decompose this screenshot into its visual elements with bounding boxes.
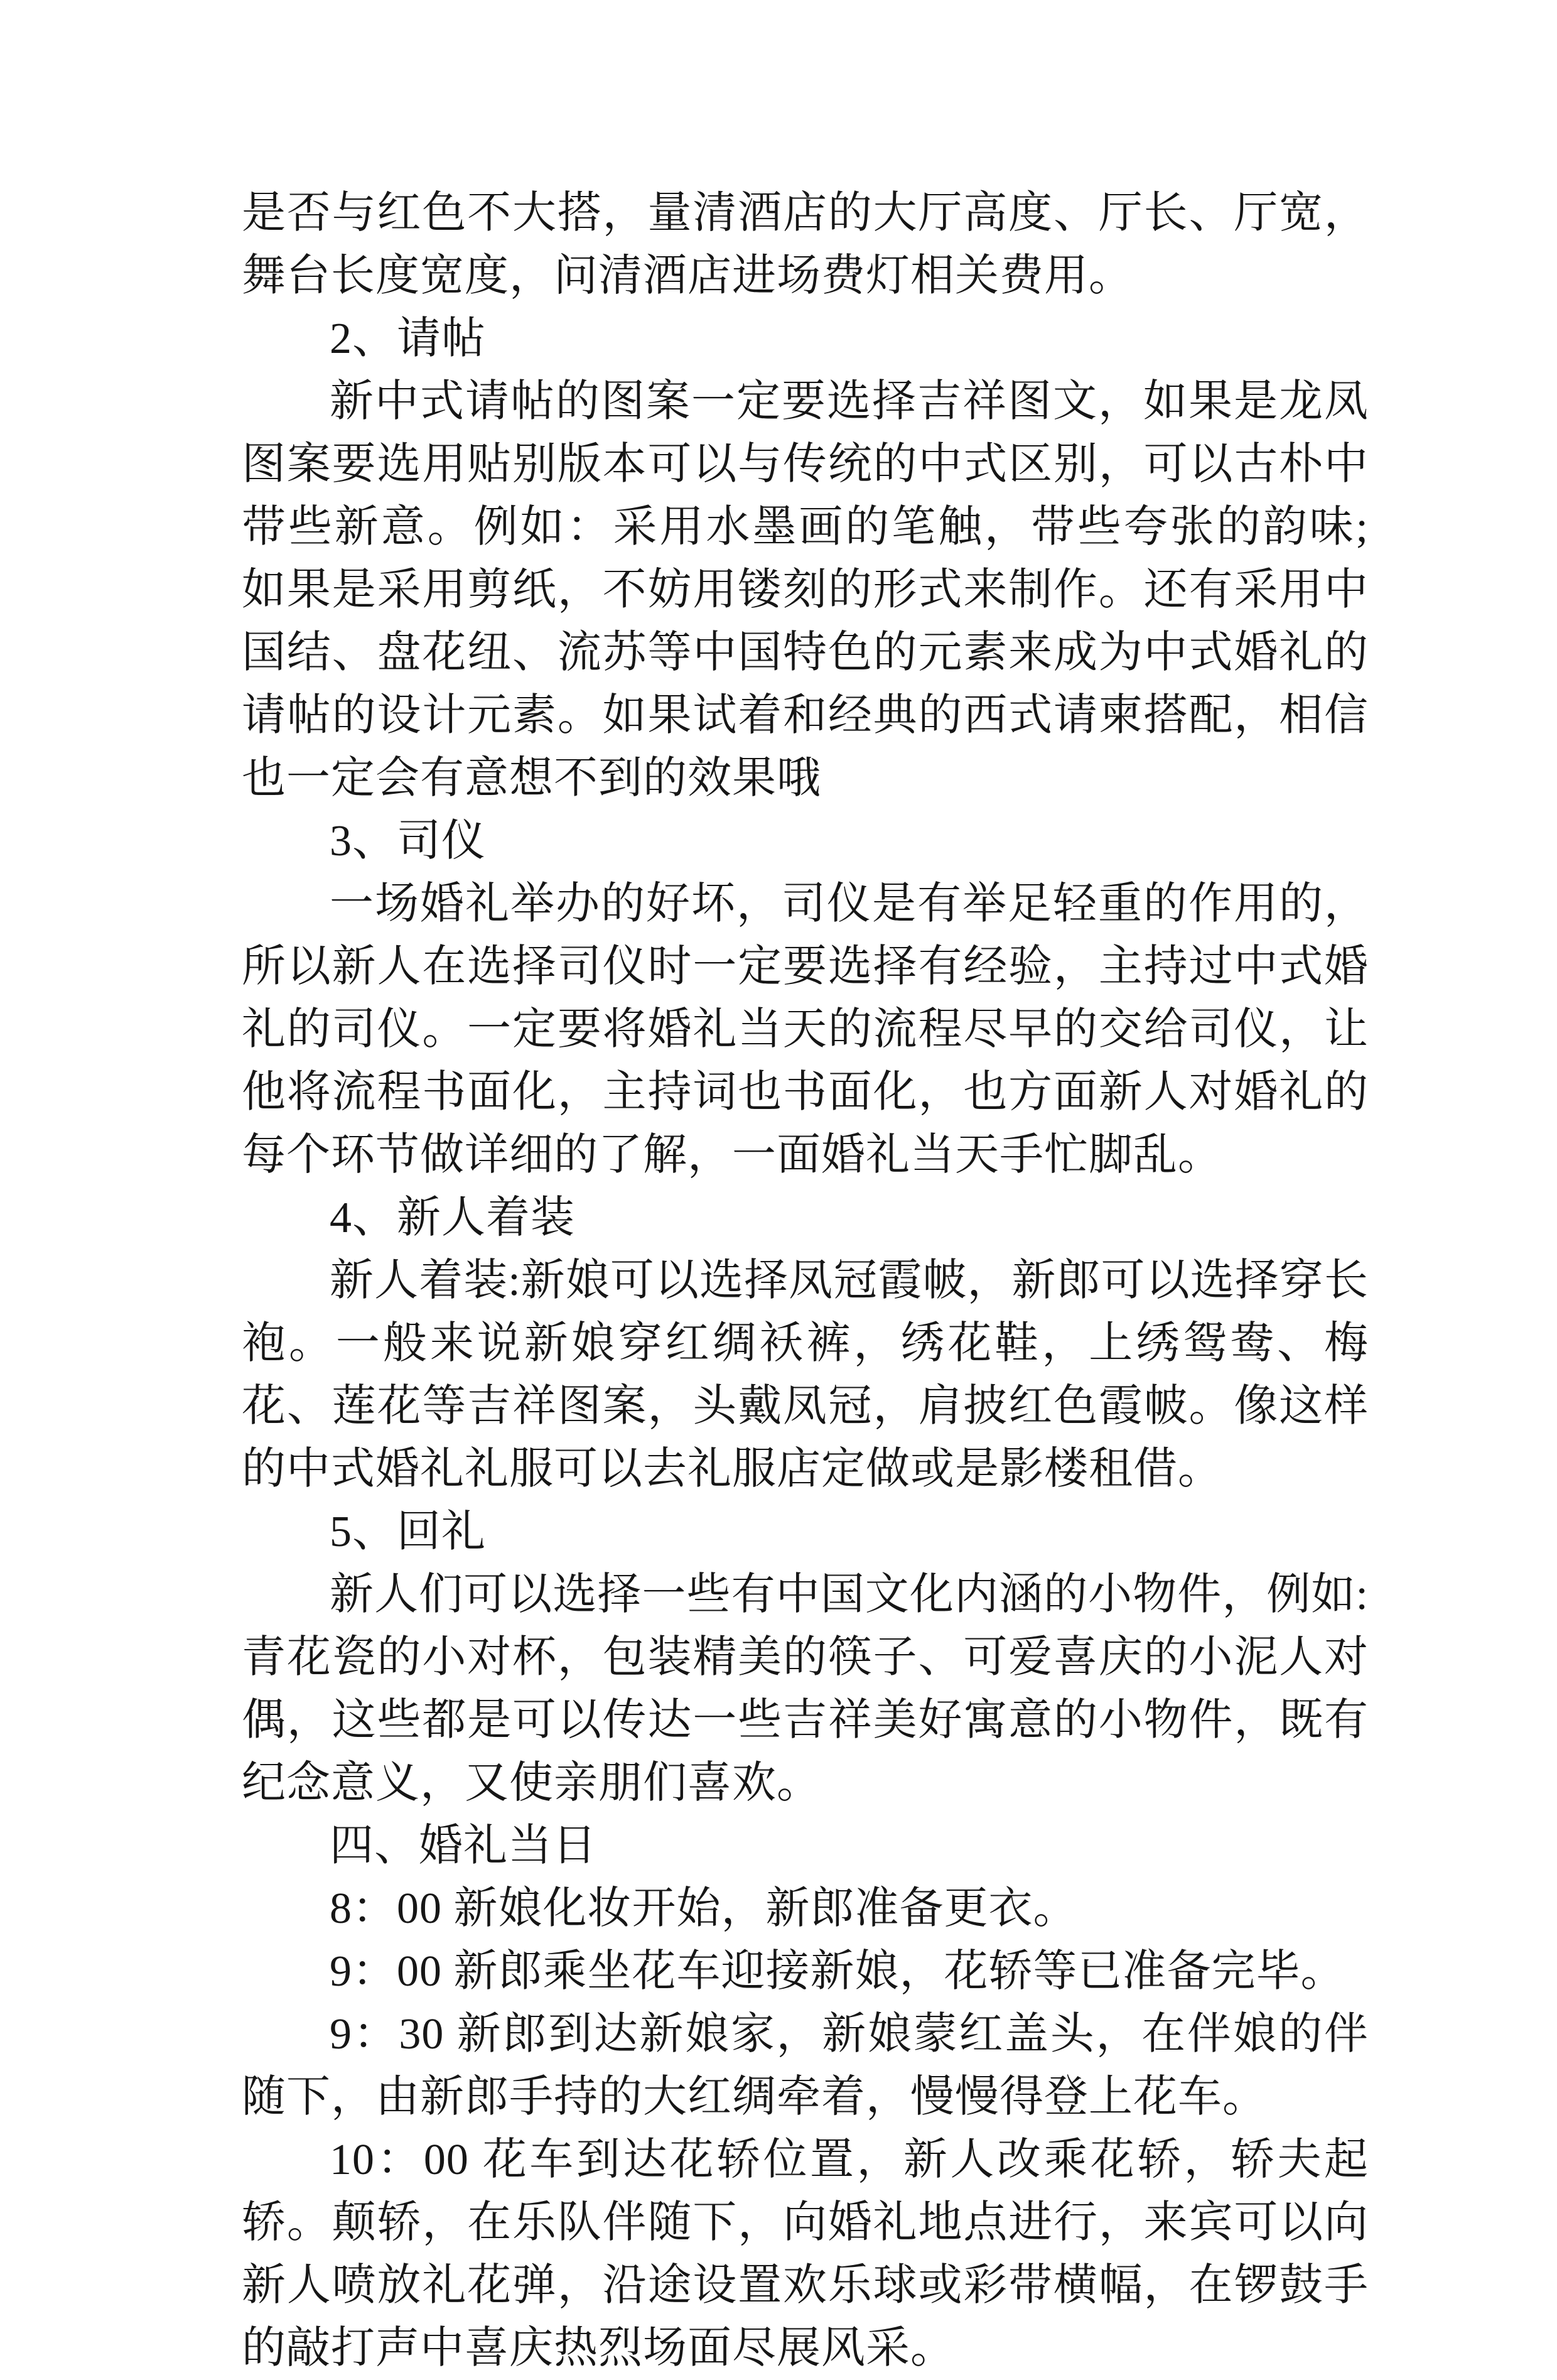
paragraph: 新人着装:新娘可以选择凤冠霞帔，新郎可以选择穿长袍。一般来说新娘穿红绸袄裤，绣花鞋，上绣鸳鸯、梅花、莲花等吉祥图案，头戴凤冠，肩披红色霞帔。像这样的中式婚礼礼服可以去礼服店定做或是影楼租借。	[242, 1257, 1369, 1493]
document-body	[242, 182, 1369, 2380]
paragraph: 10：00 花车到达花轿位置，新人改乘花轿，轿夫起轿。颠轿，在乐队伴随下，向婚礼地点进行，来宾可以向新人喷放礼花弹，沿途设置欢乐球或彩带横幅，在锣鼓手的敲打声中喜庆热烈场面尽展风采。	[242, 2136, 1369, 2372]
paragraph: 新人们可以选择一些有中国文化内涵的小物件，例如:青花瓷的小对杯，包装精美的筷子、可爱喜庆的小泥人对偶，这些都是可以传达一些吉祥美好寓意的小物件，既有纪念意义，又使亲朋们喜欢。	[242, 1571, 1369, 1807]
paragraph: 一场婚礼举办的好坏，司仪是有举足轻重的作用的，所以新人在选择司仪时一定要选择有经验，主持过中式婚礼的司仪。一定要将婚礼当天的流程尽早的交给司仪，让他将流程书面化，主持词也书面化，也方面新人对婚礼的每个环节做详细的了解，一面婚礼当天手忙脚乱。	[242, 880, 1369, 1179]
section-heading: 4、新人着装	[330, 1194, 575, 1242]
paragraph: 9：30 新郎到达新娘家，新娘蒙红盖头，在伴娘的伴随下，由新郎手持的大红绸牵着，慢慢得登上花车。	[242, 2010, 1369, 2121]
paragraph: 9：00 新郎乘坐花车迎接新娘，花轿等已准备完毕。	[330, 1947, 1345, 1996]
section-heading: 四、婚礼当日	[330, 1822, 597, 1870]
section-heading: 2、请帖	[330, 315, 486, 363]
section-heading: 3、司仪	[330, 817, 486, 865]
section-heading: 5、回礼	[330, 1508, 486, 1556]
paragraph: 是否与红色不大搭，量清酒店的大厅高度、厅长、厅宽，舞台长度宽度，问清酒店进场费灯相关费用。	[242, 189, 1369, 300]
paragraph: 8：00 新娘化妆开始，新郎准备更衣。	[330, 1885, 1078, 1933]
paragraph: 新中式请帖的图案一定要选择吉祥图文，如果是龙凤图案要选用贴别版本可以与传统的中式区别，可以古朴中带些新意。例如：采用水墨画的笔触，带些夸张的韵味;如果是采用剪纸，不妨用镂刻的形式来制作。还有采用中国结、盘花纽、流苏等中国特色的元素来成为中式婚礼的请帖的设计元素。如果试着和经典的西式请柬搭配，相信也一定会有意想不到的效果哦	[242, 377, 1369, 803]
